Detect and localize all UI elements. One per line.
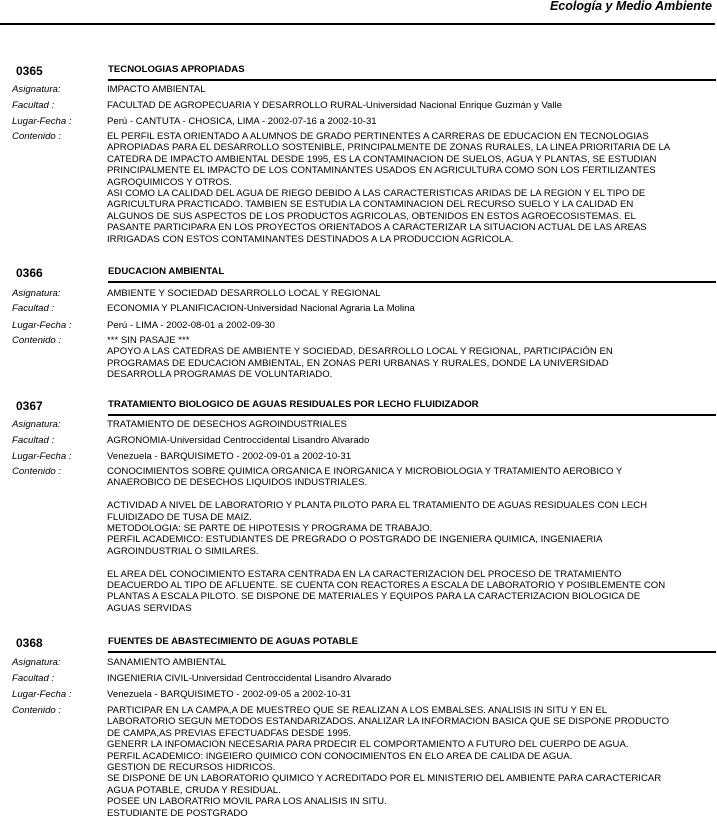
page-header-title: Ecología y Medio Ambiente xyxy=(549,0,712,13)
asignatura-label: Asignatura: xyxy=(12,288,61,299)
lugar-fecha-value: Venezuela - BARQUISIMETO - 2002-09-05 a 2002-10-31 xyxy=(107,689,352,700)
asignatura-value: SANAMIENTO AMBIENTAL xyxy=(107,657,227,668)
contenido-text xyxy=(107,466,713,614)
contenido-line: FLUIDIZADO DE TUSA DE MAIZ. xyxy=(107,511,252,523)
contenido-line: LABORATORIO SEGUN METODOS ESTANDARIZADOS. ANALIZAR LA INFORMACION BASICA QUE SE DISPONE PRODUCTO xyxy=(107,716,670,728)
entry-divider xyxy=(108,281,716,283)
contenido-line: ALGUNOS DE SUS ASPECTOS DE LOS PRODUCTOS AGRICOLAS, OBTENIDOS EN ESTOS AGROECOSISTEMAS. EL xyxy=(107,210,636,222)
lugar-fecha-value: Perú - LIMA - 2002-08-01 a 2002-09-30 xyxy=(107,320,275,331)
lugar-fecha-value: Perú - CANTUTA - CHOSICA, LIMA - 2002-07-16 a 2002-10-31 xyxy=(107,116,377,127)
contenido-line: CATEDRA DE IMPACTO AMBIENTAL DESDE 1995, ES LA CONTAMINACION DE SUELOS, AGUA Y PLANTAS, SE ESTUDIAN xyxy=(107,153,657,165)
contenido-line: PLANTAS A ESCALA PILOTO. SE DISPONE DE MATERIALES Y EQUIPOS PARA LA CARACTERIZACION BIOLOGICA DE xyxy=(107,591,641,603)
contenido-label: Contenido : xyxy=(12,705,62,716)
contenido-line: CONOCIMIENTOS SOBRE QUIMICA ORGANICA E INORGANICA Y MICROBIOLOGIA Y TRATAMIENTO AEROBICO Y xyxy=(107,466,623,477)
entry-title: TRATAMIENTO BIOLOGICO DE AGUAS RESIDUALES POR LECHO FLUIDIZADOR xyxy=(108,399,479,410)
entry-title: TECNOLOGIAS APROPIADAS xyxy=(108,64,245,75)
contenido-text xyxy=(107,131,713,245)
entry-code: 0365 xyxy=(16,64,43,78)
contenido-line: AGUAS SERVIDAS xyxy=(107,602,192,614)
lugar-fecha-value: Venezuela - BARQUISIMETO - 2002-09-01 a 2002-10-31 xyxy=(107,451,352,462)
contenido-line: APROPIADAS PARA EL DESARROLLO SOSTENIBLE, PRINCIPALMENTE DE ZONAS RURALES, LA LINEA PRIORITARIA DE LA xyxy=(107,142,671,154)
entry-code: 0368 xyxy=(16,636,43,650)
lugar-fecha-label: Lugar-Fecha : xyxy=(12,689,72,700)
asignatura-value: TRATAMIENTO DE DESECHOS AGROINDUSTRIALES xyxy=(107,419,347,430)
contenido-line xyxy=(107,489,713,500)
contenido-line: AGRICULTURA PRACTICADO. TAMBIEN SE ESTUDIA LA CONTAMINACION DEL RECURSO SUELO Y LA CALIDAD EN xyxy=(107,199,634,211)
contenido-text xyxy=(107,705,713,819)
contenido-line: PASANTE PARTICIPARA EN LOS PROYECTOS ORIENTADOS A CARACTERIZAR LA SITUACION ACTUAL DE LAS AREAS xyxy=(107,222,647,234)
contenido-line: ASI COMO LA CALIDAD DEL AGUA DE RIEGO DEBIDO A LAS CARACTERISTICAS ARIDAS DE LA REGION Y EL TIPO DE xyxy=(107,188,646,200)
facultad-value: AGRONOMIA-Universidad Centroccidental Lisandro Alvarado xyxy=(107,435,370,446)
contenido-line: AGROQUIMICOS Y OTROS. xyxy=(107,176,232,188)
contenido-line: PERFIL ACADEMICO: ESTUDIANTES DE PREGRADO O POSTGRADO DE INGENIERA QUIMICA, INGENIAERIA xyxy=(107,534,603,546)
contenido-line: POSEE UN LABORATRIO MOVIL PARA LOS ANALISIS IN SITU. xyxy=(107,796,387,808)
contenido-line: PROGRAMAS DE EDUCACION AMBIENTAL, EN ZONAS PERI URBANAS Y RURALES, DONDE LA UNIVERSIDAD xyxy=(107,357,609,369)
facultad-value: FACULTAD DE AGROPECUARIA Y DESARROLLO RURAL-Universidad Nacional Enrique Guzmán y Valle xyxy=(107,100,562,111)
contenido-line: SE DISPONE DE UN LABORATORIO QUIMICO Y ACREDITADO POR EL MINISTERIO DEL AMBIENTE PARA CARACTERICAR xyxy=(107,773,662,785)
contenido-line: AGUA POTABLE, CRUDA Y RESIDUAL. xyxy=(107,784,281,796)
facultad-label: Facultad : xyxy=(12,435,55,446)
facultad-label: Facultad : xyxy=(12,673,55,684)
facultad-label: Facultad : xyxy=(12,303,55,314)
contenido-line: DESARROLLA PROGRAMAS DE VOLUNTARIADO. xyxy=(107,369,333,381)
contenido-line: PRINCIPALMENTE EL IMPACTO DE LOS CONTAMINANTES USADOS EN AGRICULTURA COMO SON LOS FERTILIZANTES xyxy=(107,165,656,177)
entry-title: EDUCACION AMBIENTAL xyxy=(108,266,225,277)
contenido-line: GENERR LA INFOMACION NECESARIA PARA PRDECIR EL COMPORTAMIENTO A FUTURO DEL CUERPO DE AGUA. xyxy=(107,739,629,751)
asignatura-label: Asignatura: xyxy=(12,84,61,95)
contenido-line: PARTICIPAR EN LA CAMPA,A DE MUESTREO QUE SE REALIZAN A LOS EMBALSES. ANALISIS IN SITU Y EN EL xyxy=(107,705,608,716)
entry-divider xyxy=(108,79,716,81)
contenido-line: ACTIVIDAD A NIVEL DE LABORATORIO Y PLANTA PILOTO PARA EL TRATAMIENTO DE AGUAS RESIDUALES CON LECH xyxy=(107,500,648,512)
contenido-line: EL PERFIL ESTA ORIENTADO A ALUMNOS DE GRADO PERTINENTES A CARRERAS DE EDUCACION EN TECNOLOGIAS xyxy=(107,131,649,142)
contenido-line: APOYO A LAS CATEDRAS DE AMBIENTE Y SOCIEDAD, DESARROLLO LOCAL Y REGIONAL, PARTICIPACIÓN EN xyxy=(107,346,613,358)
contenido-label: Contenido : xyxy=(12,335,62,346)
page-header xyxy=(0,0,715,25)
contenido-label: Contenido : xyxy=(12,466,62,477)
lugar-fecha-label: Lugar-Fecha : xyxy=(12,116,72,127)
contenido-line: AGROINDUSTRIAL O SIMILARES. xyxy=(107,545,259,557)
contenido-line: ANAEROBICO DE DESECHOS LIQUIDOS INDUSTRIALES. xyxy=(107,477,368,489)
entry-code: 0366 xyxy=(16,266,43,280)
contenido-text xyxy=(107,335,713,381)
entry-title: FUENTES DE ABASTECIMIENTO DE AGUAS POTABLE xyxy=(108,636,358,647)
lugar-fecha-label: Lugar-Fecha : xyxy=(12,320,72,331)
asignatura-label: Asignatura: xyxy=(12,419,61,430)
facultad-value: INGENIERIA CIVIL-Universidad Centroccidental Lisandro Alvarado xyxy=(107,673,392,684)
contenido-line: METODOLOGIA: SE PARTE DE HIPOTESIS Y PROGRAMA DE TRABAJO. xyxy=(107,523,433,535)
entry-code: 0367 xyxy=(16,399,43,413)
asignatura-value: AMBIENTE Y SOCIEDAD DESARROLLO LOCAL Y REGIONAL xyxy=(107,288,381,299)
contenido-line xyxy=(107,557,713,568)
contenido-label: Contenido : xyxy=(12,131,62,142)
lugar-fecha-label: Lugar-Fecha : xyxy=(12,451,72,462)
entry-divider xyxy=(108,651,716,653)
contenido-line: GESTION DE RECURSOS HIDRICOS. xyxy=(107,762,276,774)
contenido-line: DE CAMPA,AS PREVIAS EFECTUADFAS DESDE 1995. xyxy=(107,727,352,739)
contenido-line: IRRIGADAS CON ESTOS CONTAMINANTES DESTINADOS A LA PRODUCCION AGRICOLA. xyxy=(107,233,514,245)
asignatura-value: IMPACTO AMBIENTAL xyxy=(107,84,206,95)
contenido-line: PERFIL ACADEMICO: INGEIERO QUIMICO CON CONOCIMIENTOS EN ELO AREA DE CALIDA DE AGUA. xyxy=(107,750,573,762)
contenido-line: DEACUERDO AL TIPO DE AFLUENTE. SE CUENTA CON REACTORES A ESCALA DE LABORATORIO Y POSIBLEMENTE CON xyxy=(107,580,666,592)
contenido-line: EL AREA DEL CONOCIMIENTO ESTARA CENTRADA EN LA CARACTERIZACION DEL PROCESO DE TRATAMIENTO xyxy=(107,568,622,580)
asignatura-label: Asignatura: xyxy=(12,657,61,668)
facultad-label: Facultad : xyxy=(12,100,55,111)
contenido-line: *** SIN PASAJE *** xyxy=(107,335,190,346)
contenido-line: ESTUDIANTE DE POSTGRADO xyxy=(107,807,248,819)
facultad-value: ECONOMIA Y PLANIFICACION-Universidad Nacional Agraria La Molina xyxy=(107,303,415,314)
entry-divider xyxy=(108,414,716,416)
